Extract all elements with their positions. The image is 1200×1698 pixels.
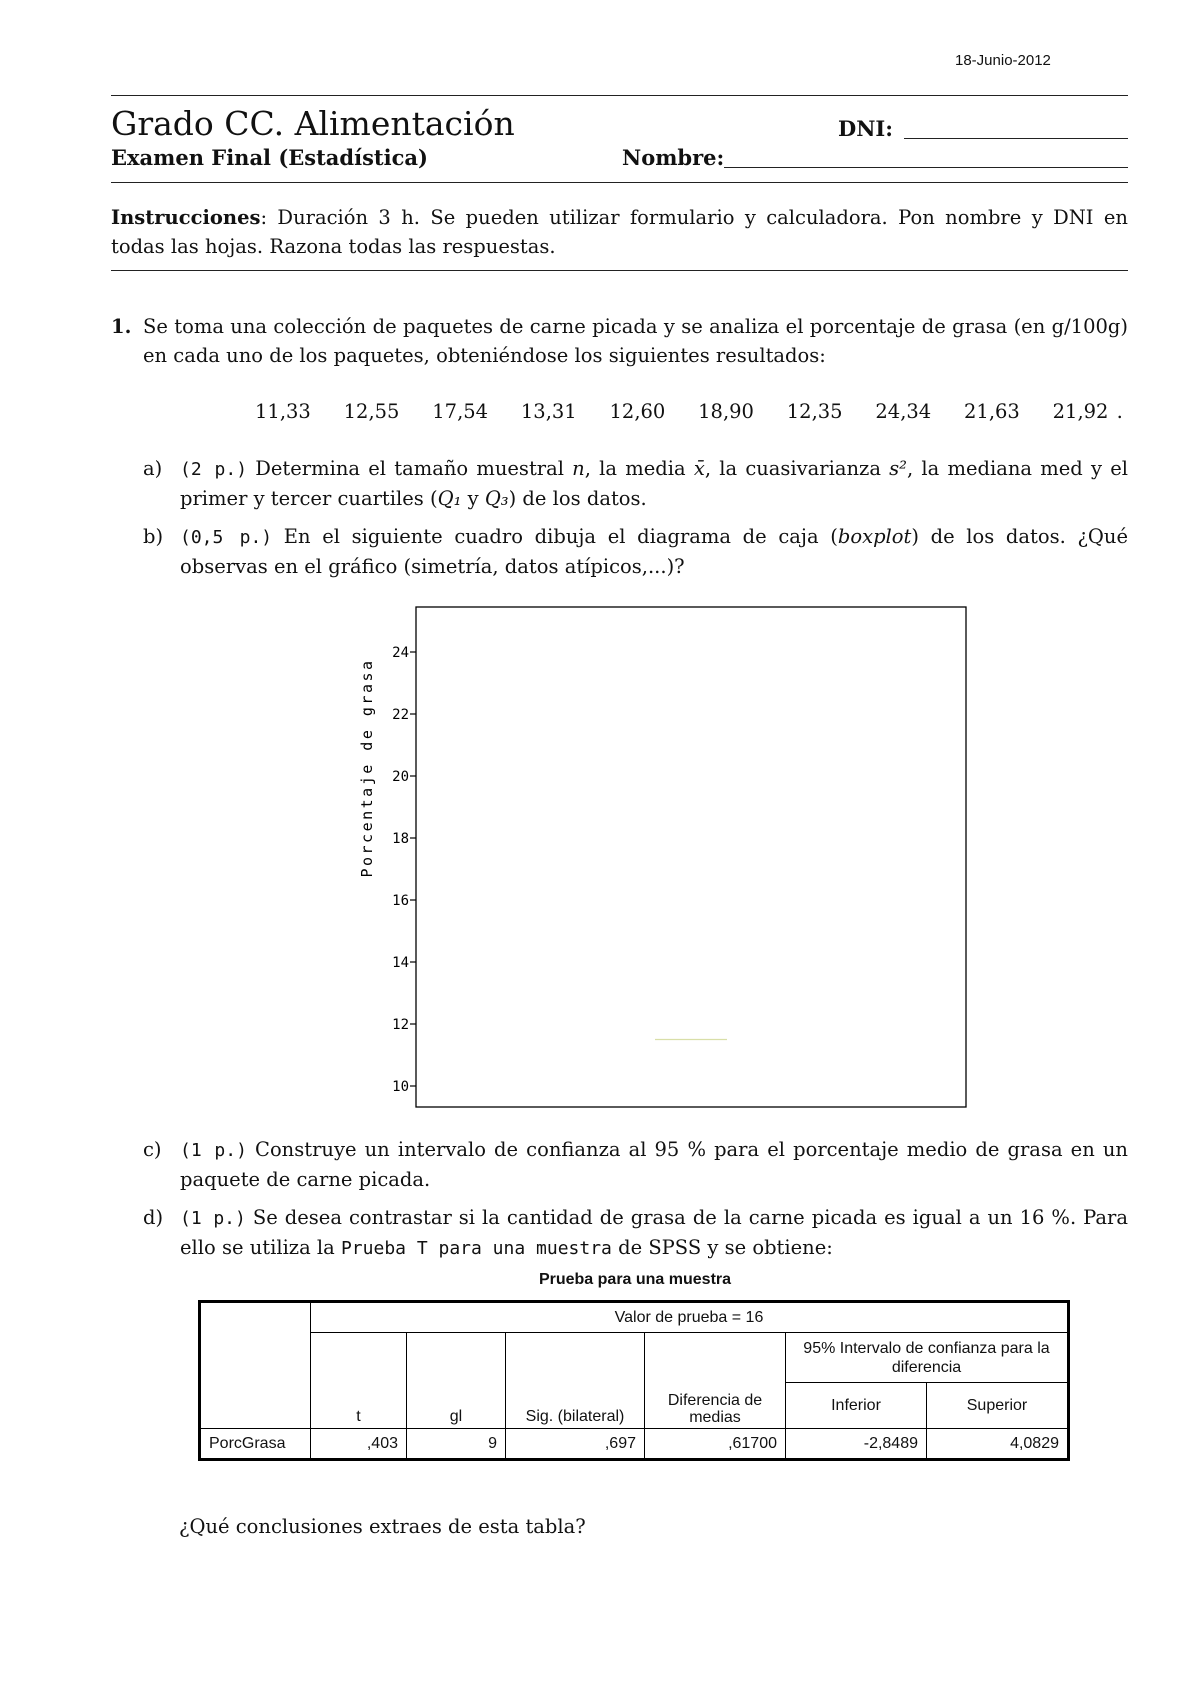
instructions bbox=[111, 203, 1128, 261]
y-tick-label: 22 bbox=[392, 707, 409, 723]
question-statement: Se toma una colección de paquetes de carne picada y se analiza el porcentaje de grasa (en g/100g) en cada uno de los paquetes, obteniéndose los siguientes resultados: bbox=[143, 315, 1128, 367]
item-d-points: (1 p.) bbox=[180, 1208, 246, 1229]
dni-field-line[interactable] bbox=[904, 138, 1128, 139]
item-a-text: y bbox=[461, 487, 485, 510]
item-c-label: c) bbox=[143, 1138, 162, 1161]
nombre-field-line[interactable] bbox=[724, 167, 1128, 168]
item-b-points: (0,5 p.) bbox=[180, 527, 273, 548]
boxplot-chart[interactable] bbox=[330, 600, 990, 1120]
col-header: t bbox=[311, 1333, 407, 1429]
cell-gl: 9 bbox=[407, 1429, 506, 1460]
data-value: 13,31 bbox=[520, 400, 577, 423]
item-d-text: Se desea contrastar si la cantidad de grasa de la carne picada es igual a un 16 %. Para ello se utiliza la bbox=[180, 1206, 1128, 1259]
item-a-text: , la mediana med y el primer y tercer cuartiles ( bbox=[180, 457, 1128, 510]
cell-sig: ,697 bbox=[506, 1429, 645, 1460]
data-value: 12,55 bbox=[343, 400, 400, 423]
y-axis-label: Porcentaje de grasa bbox=[358, 658, 376, 878]
nombre-label: Nombre: bbox=[622, 145, 725, 170]
item-a-points: (2 p.) bbox=[180, 459, 248, 480]
symbol-s2: s² bbox=[889, 457, 907, 480]
closing-question: ¿Qué conclusiones extraes de esta tabla? bbox=[179, 1515, 586, 1538]
y-tick-label: 12 bbox=[392, 1017, 409, 1033]
item-c-points: (1 p.) bbox=[180, 1140, 247, 1161]
data-value: 21,92 . bbox=[1052, 400, 1123, 423]
data-value: 24,34 bbox=[875, 400, 932, 423]
col-header: Inferior bbox=[786, 1383, 927, 1429]
item-a-label: a) bbox=[143, 457, 163, 480]
data-values bbox=[255, 400, 1123, 423]
question-1 bbox=[111, 312, 1128, 370]
symbol-q3: Q₃ bbox=[484, 487, 509, 510]
item-d bbox=[143, 1203, 1128, 1263]
data-value: 17,54 bbox=[432, 400, 489, 423]
ci-header: 95% Intervalo de confianza para la diferencia bbox=[786, 1333, 1069, 1383]
course-title: Grado CC. Alimentación bbox=[111, 104, 515, 143]
cell-superior: 4,0829 bbox=[927, 1429, 1069, 1460]
spss-procedure: Prueba T para una muestra bbox=[340, 1238, 612, 1259]
y-tick-label: 10 bbox=[392, 1079, 409, 1095]
item-a-text: , la cuasivarianza bbox=[704, 457, 890, 480]
test-value-header: Valor de prueba = 16 bbox=[311, 1302, 1069, 1333]
header-top-rule bbox=[111, 95, 1128, 96]
cell-diff: ,61700 bbox=[645, 1429, 786, 1460]
col-header: Diferencia de medias bbox=[645, 1333, 786, 1429]
y-tick-label: 14 bbox=[392, 955, 409, 971]
y-tick-label: 20 bbox=[392, 769, 409, 785]
item-a-text: , la media bbox=[584, 457, 694, 480]
item-a-text: Determina el tamaño muestral bbox=[247, 457, 573, 480]
instructions-rule bbox=[111, 270, 1128, 271]
item-b-text: En el siguiente cuadro dibuja el diagrama de caja ( bbox=[272, 525, 838, 548]
col-header: gl bbox=[407, 1333, 506, 1429]
item-a bbox=[143, 454, 1128, 513]
data-value: 12,35 bbox=[786, 400, 843, 423]
symbol-xbar: x̄ bbox=[693, 457, 705, 480]
table-title: Prueba para una muestra bbox=[538, 1271, 732, 1288]
item-c bbox=[143, 1135, 1128, 1194]
cell-t: ,403 bbox=[311, 1429, 407, 1460]
y-tick-label: 24 bbox=[392, 645, 409, 661]
item-d-label: d) bbox=[143, 1206, 164, 1229]
exam-subtitle: Examen Final (Estadística) bbox=[111, 145, 428, 170]
table-corner bbox=[200, 1302, 311, 1429]
symbol-n: n bbox=[572, 457, 585, 480]
symbol-q1: Q₁ bbox=[437, 487, 462, 510]
y-tick-label: 18 bbox=[392, 831, 409, 847]
data-value: 21,63 bbox=[964, 400, 1020, 423]
data-value: 12,60 bbox=[609, 400, 666, 423]
item-b bbox=[143, 522, 1128, 581]
data-value: 11,33 bbox=[255, 400, 311, 423]
item-d-text: de SPSS y se obtiene: bbox=[611, 1236, 833, 1259]
instructions-label: Instrucciones bbox=[111, 206, 261, 229]
data-value: 18,90 bbox=[698, 400, 754, 423]
exam-date: 18-Junio-2012 bbox=[955, 52, 1051, 69]
item-b-text: ) de los datos. ¿Qué observas en el gráfico (simetría, datos atípicos,...)? bbox=[180, 525, 1129, 578]
y-tick-label: 16 bbox=[392, 893, 409, 909]
item-b-label: b) bbox=[143, 525, 164, 548]
cell-inferior: -2,8489 bbox=[786, 1429, 927, 1460]
col-header: Sig. (bilateral) bbox=[506, 1333, 645, 1429]
spss-table bbox=[198, 1300, 1070, 1461]
col-header: Superior bbox=[927, 1383, 1069, 1429]
question-number: 1. bbox=[111, 315, 132, 338]
item-c-text: Construye un intervalo de confianza al 95 % para el porcentaje medio de grasa en un paquete de carne picada. bbox=[180, 1138, 1128, 1191]
row-label: PorcGrasa bbox=[200, 1429, 311, 1460]
header-bottom-rule bbox=[111, 182, 1128, 183]
boxplot-term: boxplot bbox=[837, 525, 912, 548]
instructions-text: : Duración 3 h. Se pueden utilizar formulario y calculadora. Pon nombre y DNI en todas las hojas. Razona todas las respuestas. bbox=[111, 206, 1128, 258]
item-a-text: ) de los datos. bbox=[508, 487, 647, 510]
plot-frame[interactable] bbox=[416, 607, 966, 1107]
dni-label: DNI: bbox=[838, 116, 893, 141]
